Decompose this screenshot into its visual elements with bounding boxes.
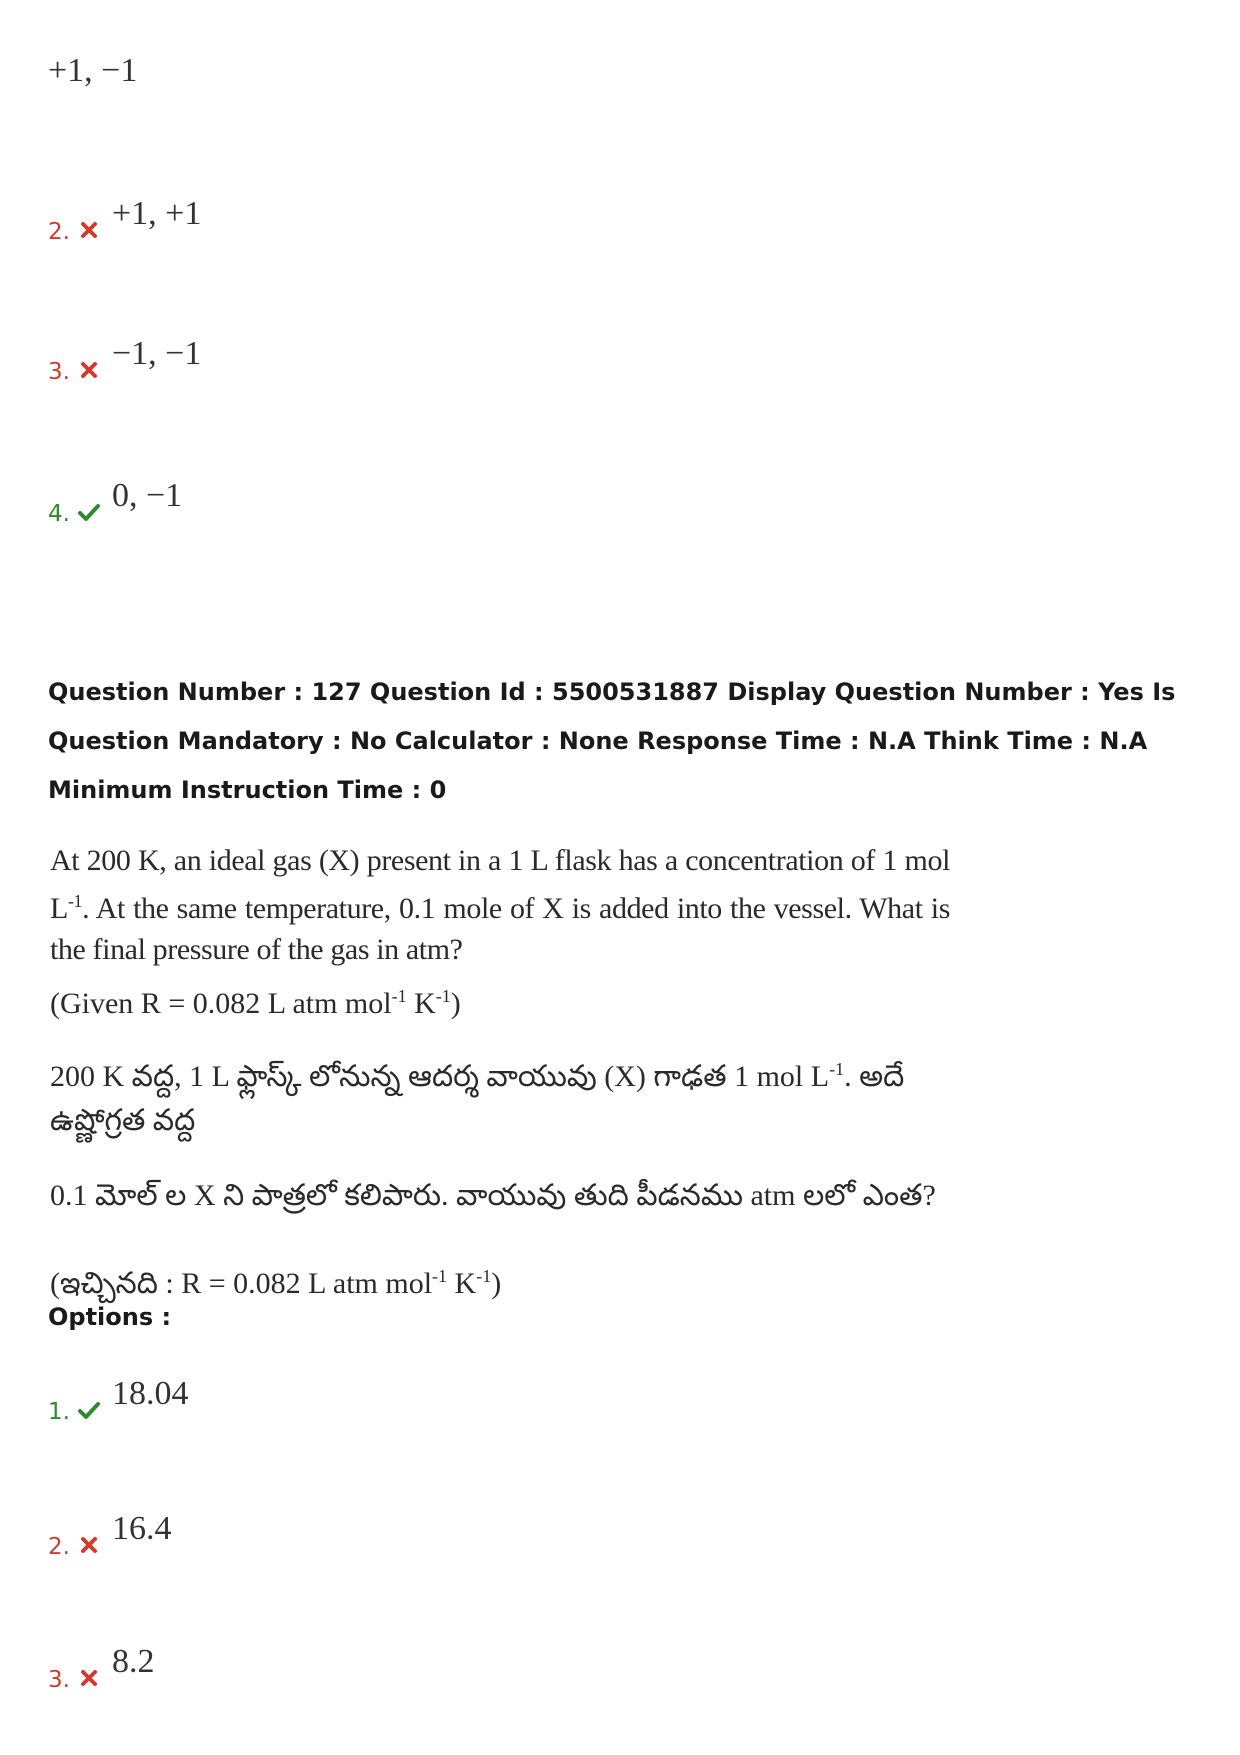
prev-option-4 (48, 477, 182, 527)
option-2-number: 2. (48, 1534, 70, 1560)
option-3 (48, 1643, 155, 1693)
option-3-number: 3. (48, 1667, 70, 1693)
question-body (50, 840, 950, 1308)
prev-option-3-value: −1, −1 (112, 335, 202, 372)
cross-icon (76, 1532, 102, 1558)
question-given-telugu: (ఇచ్చినది : R = 0.082 L atm mol$^{-1}$ $K^{-1}$) (50, 1266, 502, 1300)
question-text-telugu-line1: 200 K వద్ద, 1 L ఫ్లాస్క్ లోనున్న ఆదర్శ వాయువు (X) గాఢత 1 mol $L^{-1}$. అదే ఉష్ణోగ్రత వద్ద (50, 1059, 905, 1137)
prev-option-4-value: 0, −1 (112, 477, 183, 514)
prev-option-1-value: +1, −1 (48, 52, 138, 89)
option-1 (48, 1375, 189, 1425)
prev-option-4-number: 4. (48, 501, 70, 527)
cross-icon (76, 1665, 102, 1691)
cross-icon (76, 217, 102, 243)
check-icon (76, 1397, 102, 1423)
question-text-english: At 200 K, an ideal gas (X) present in a 1 L flask has a concentration of 1 mol $L^{-1}$. At the same temperature, 0.1 mole of X is added into the vessel. What is the final pressure of the gas in atm? (50, 844, 950, 966)
option-2 (48, 1510, 172, 1560)
prev-option-3-number: 3. (48, 359, 70, 385)
prev-option-3 (48, 335, 201, 385)
question-meta: Question Number : 127 Question Id : 5500531887 Display Question Number : Yes Is Question Mandatory : No Calculator : None Response Time : N.A Think Time : N.A Minimum Instruction Time : 0 (48, 678, 1176, 804)
option-1-value: 18.04 (112, 1375, 189, 1412)
check-icon (76, 499, 102, 525)
options-label: Options : (48, 1303, 172, 1331)
question-given-english: (Given R = 0.082 L atm mol$^{-1}$ $K^{-1}$) (50, 986, 461, 1020)
prev-option-2 (48, 195, 201, 245)
question-text-telugu-line2: 0.1 మోల్ ల X ని పాత్రలో కలిపారు. వాయువు తుది పీడనము atm లలో ఎంత? (50, 1179, 936, 1212)
option-2-value: 16.4 (112, 1510, 172, 1547)
option-1-number: 1. (48, 1399, 70, 1425)
prev-option-1 (48, 52, 137, 90)
cross-icon (76, 357, 102, 383)
prev-option-2-number: 2. (48, 219, 70, 245)
prev-option-2-value: +1, +1 (112, 195, 202, 232)
option-3-value: 8.2 (112, 1643, 155, 1680)
